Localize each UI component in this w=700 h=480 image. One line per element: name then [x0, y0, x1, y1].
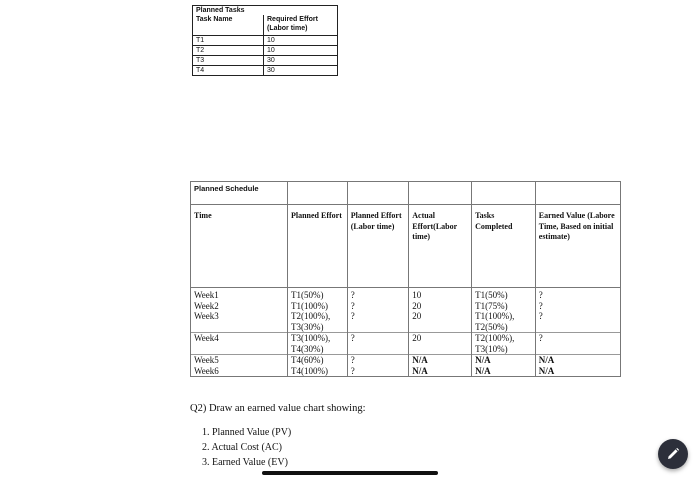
tasks-completed-cell: T1(75%)	[472, 301, 536, 312]
list-item: 1. Planned Value (PV)	[202, 427, 292, 438]
task-cell: T2	[193, 46, 264, 56]
list-item: 3. Earned Value (EV)	[202, 457, 288, 468]
tasks-completed-cell: N/A	[472, 366, 536, 377]
planned-tasks-table	[192, 5, 338, 76]
earned-value-cell: ?	[535, 311, 620, 333]
effort-cell: 30	[264, 66, 338, 76]
earned-value-cell: ?	[535, 288, 620, 301]
table-row	[191, 301, 621, 312]
question-prompt: Q2) Draw an earned value chart showing:	[190, 403, 366, 414]
actual-effort-cell: 20	[409, 311, 472, 333]
table-row	[193, 46, 338, 56]
edit-button[interactable]	[658, 439, 688, 469]
planned-effort-cell: T3(100%), T4(30%)	[288, 333, 348, 355]
table-row	[193, 56, 338, 66]
time-header: Time	[191, 205, 288, 288]
week-cell: Week1	[191, 288, 288, 301]
table-row	[193, 36, 338, 46]
earned-value-header: Earned Value (Labore Time, Based on initial estimate)	[535, 205, 620, 288]
planned-effort-cell: T1(100%)	[288, 301, 348, 312]
required-effort-header: Required Effort (Labor time)	[264, 15, 338, 36]
tasks-completed-cell: T1(50%)	[472, 288, 536, 301]
actual-effort-cell: 20	[409, 333, 472, 355]
planned-effort-cell: T4(60%)	[288, 355, 348, 366]
effort-cell: 10	[264, 36, 338, 46]
pencil-icon	[666, 447, 680, 461]
week-cell: Week6	[191, 366, 288, 377]
planned-effort-cell: T4(100%)	[288, 366, 348, 377]
planned-schedule-table	[190, 181, 621, 377]
table-row	[191, 288, 621, 301]
planned-labor-cell: ?	[347, 301, 409, 312]
task-cell: T4	[193, 66, 264, 76]
home-indicator[interactable]	[262, 471, 438, 475]
planned-labor-cell: ?	[347, 333, 409, 355]
earned-value-cell: N/A	[535, 366, 620, 377]
tasks-completed-cell: T1(100%), T2(50%)	[472, 311, 536, 333]
list-item: 2. Actual Cost (AC)	[202, 442, 282, 453]
effort-cell: 10	[264, 46, 338, 56]
task-cell: T1	[193, 36, 264, 46]
planned-schedule-caption: Planned Schedule	[191, 182, 288, 205]
table-row	[191, 333, 621, 355]
actual-effort-cell: 20	[409, 301, 472, 312]
planned-labor-cell: ?	[347, 288, 409, 301]
planned-effort-labor-header: Planned Effort (Labor time)	[347, 205, 409, 288]
earned-value-cell: N/A	[535, 355, 620, 366]
planned-effort-cell: T2(100%), T3(30%)	[288, 311, 348, 333]
tasks-completed-cell: T2(100%), T3(10%)	[472, 333, 536, 355]
planned-tasks-caption: Planned Tasks	[193, 6, 338, 16]
table-row	[191, 366, 621, 377]
earned-value-cell: ?	[535, 333, 620, 355]
planned-labor-cell: ?	[347, 366, 409, 377]
week-cell: Week4	[191, 333, 288, 355]
actual-effort-cell: N/A	[409, 355, 472, 366]
actual-effort-cell: 10	[409, 288, 472, 301]
week-cell: Week5	[191, 355, 288, 366]
table-row	[191, 355, 621, 366]
task-cell: T3	[193, 56, 264, 66]
planned-labor-cell: ?	[347, 355, 409, 366]
tasks-completed-header: Tasks Completed	[472, 205, 536, 288]
effort-cell: 30	[264, 56, 338, 66]
planned-effort-cell: T1(50%)	[288, 288, 348, 301]
tasks-completed-cell: N/A	[472, 355, 536, 366]
actual-effort-cell: N/A	[409, 366, 472, 377]
earned-value-cell: ?	[535, 301, 620, 312]
table-row	[193, 66, 338, 76]
week-cell: Week3	[191, 311, 288, 333]
table-row	[191, 311, 621, 333]
week-cell: Week2	[191, 301, 288, 312]
question-list	[202, 425, 291, 470]
actual-effort-header: Actual Effort(Labor time)	[409, 205, 472, 288]
planned-effort-header: Planned Effort	[288, 205, 348, 288]
planned-labor-cell: ?	[347, 311, 409, 333]
task-name-header: Task Name	[193, 15, 264, 36]
